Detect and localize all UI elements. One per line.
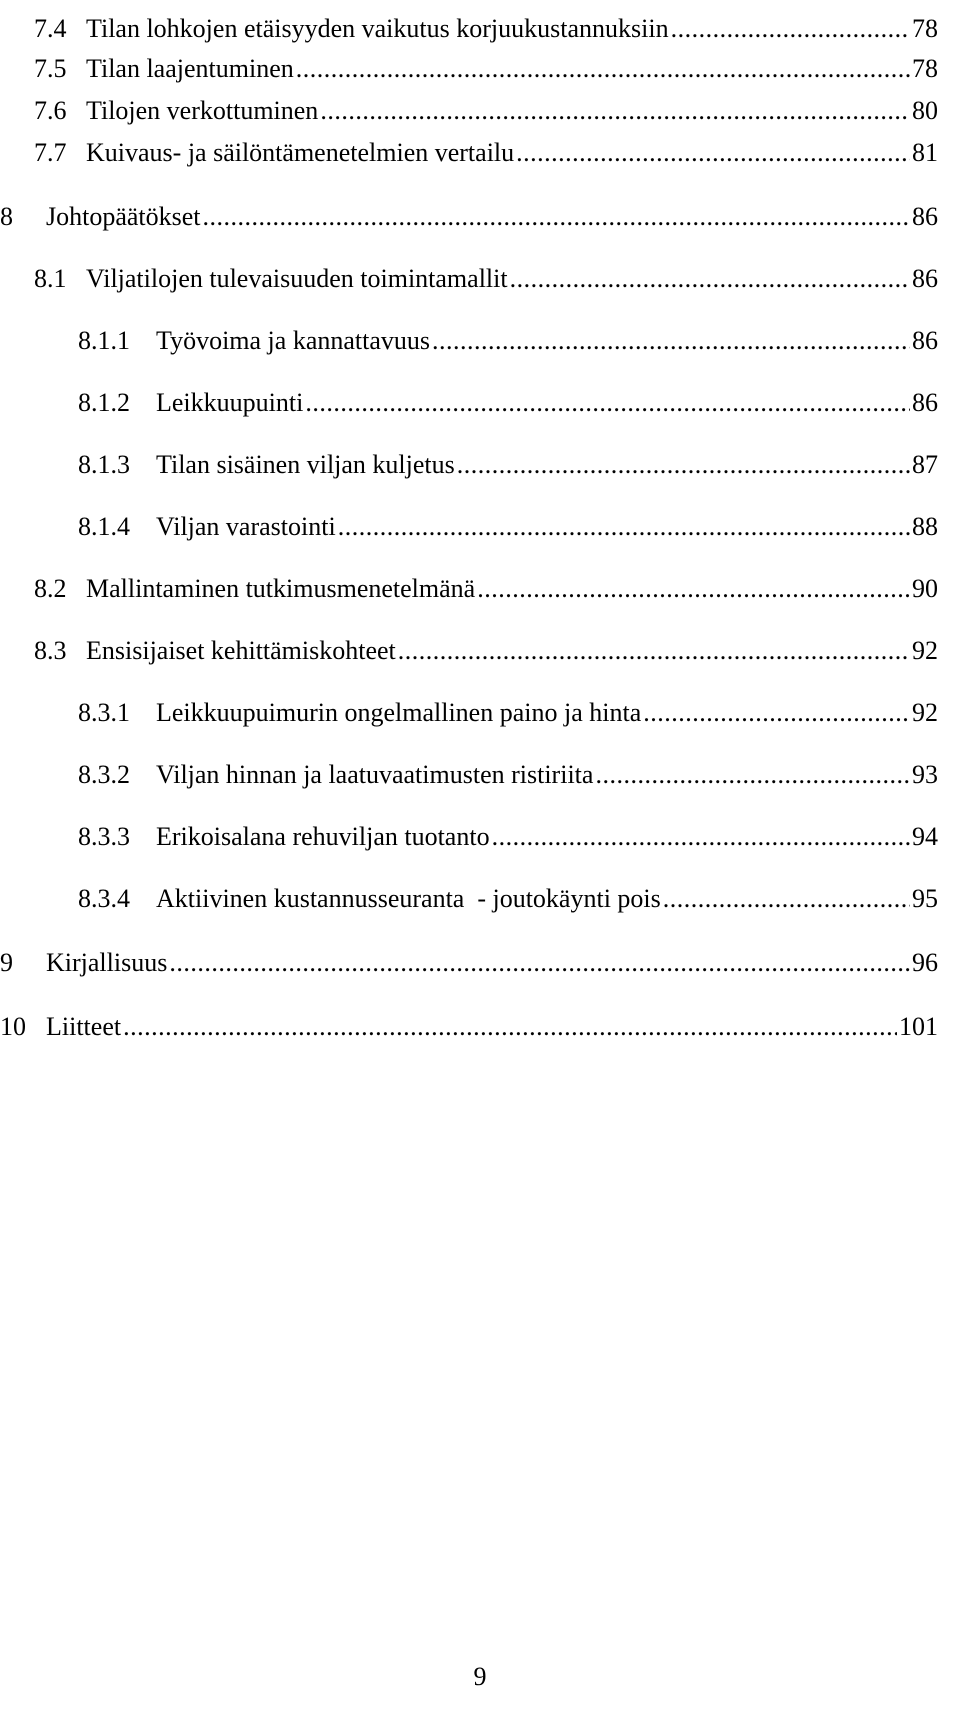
toc-dot-leader: [595, 760, 910, 790]
toc-entry-number: 7.5: [34, 54, 67, 83]
toc-entry-number: 7.4: [34, 14, 67, 43]
toc-entry-8-1: [34, 250, 938, 294]
toc-entry-page: 86: [912, 264, 938, 293]
toc-dot-leader: [169, 948, 910, 978]
toc-dot-leader: [398, 636, 910, 666]
toc-dot-leader: [320, 96, 910, 126]
toc-entry-10: [0, 998, 938, 1042]
toc-entry-page: 81: [912, 138, 938, 167]
toc-entry-number: 9: [0, 948, 13, 977]
toc-entry-title: Työvoima ja kannattavuus: [156, 326, 431, 355]
toc-entry-8-3-2: [78, 746, 938, 790]
toc-entry-8-3: [34, 622, 938, 666]
toc-entry-title: Tilan laajentuminen: [86, 54, 294, 83]
toc-entry-title: Kuivaus- ja säilöntämenetelmien vertailu: [86, 138, 515, 167]
toc-entry-page: 78: [912, 54, 938, 83]
toc-entry-title: Tilan sisäinen viljan kuljetus: [156, 450, 455, 479]
toc-entry-7-5: [34, 40, 938, 84]
toc-dot-leader: [123, 1012, 897, 1042]
toc-entry-page: 90: [912, 574, 938, 603]
toc-entry-number: 8.3.1: [78, 698, 130, 727]
toc-entry-title: Liitteet: [46, 1012, 122, 1041]
toc-entry-title: Leikkuupuinti: [156, 388, 304, 417]
toc-entry-page: 88: [912, 512, 938, 541]
toc-entry-number: 8.3: [34, 636, 67, 665]
toc-entry-page: 80: [912, 96, 938, 125]
toc-entry-8-1-2: [78, 374, 938, 418]
toc-entry-page: 92: [912, 698, 938, 727]
toc-entry-page: 92: [912, 636, 938, 665]
page-number: 9: [473, 1662, 487, 1691]
toc-entry-number: 8.1.4: [78, 512, 130, 541]
toc-entry-number: 8.1.3: [78, 450, 130, 479]
toc-dot-leader: [663, 884, 910, 914]
toc-entry-title: Kirjallisuus: [46, 948, 168, 977]
toc-dot-leader: [457, 450, 910, 480]
toc-entry-title: Johtopäätökset: [46, 202, 201, 231]
toc-entry-8-3-3: [78, 808, 938, 852]
toc-entry-page: 87: [912, 450, 938, 479]
toc-entry-page: 78: [912, 14, 938, 43]
toc-entry-number: 7.7: [34, 138, 67, 167]
toc-entry-number: 8.3.4: [78, 884, 130, 913]
toc-entry-8-1-3: [78, 436, 938, 480]
toc-entry-8-1-1: [78, 312, 938, 356]
toc-entry-number: 10: [0, 1012, 26, 1041]
toc-entry-title: Ensisijaiset kehittämiskohteet: [86, 636, 396, 665]
toc-dot-leader: [492, 822, 910, 852]
toc-entry-9: [0, 934, 938, 978]
toc-entry-number: 8.3.3: [78, 822, 130, 851]
toc-entry-page: 95: [912, 884, 938, 913]
toc-entry-7-6: [34, 82, 938, 126]
toc-entry-page: 94: [912, 822, 938, 851]
toc-entry-page: 93: [912, 760, 938, 789]
toc-dot-leader: [296, 54, 910, 84]
toc-entry-title: Erikoisalana rehuviljan tuotanto: [156, 822, 490, 851]
toc-entry-number: 7.6: [34, 96, 67, 125]
toc-entry-8-1-4: [78, 498, 938, 542]
toc-dot-leader: [305, 388, 910, 418]
toc-entry-title: Mallintaminen tutkimusmenetelmänä: [86, 574, 476, 603]
toc-entry-title: Tilojen verkottuminen: [86, 96, 319, 125]
toc-dot-leader: [432, 326, 910, 356]
toc-entry-number: 8.3.2: [78, 760, 130, 789]
toc-dot-leader: [203, 202, 910, 232]
toc-entry-8-3-1: [78, 684, 938, 728]
toc-entry-number: 8.1: [34, 264, 67, 293]
toc-entry-number: 8.2: [34, 574, 67, 603]
toc-entry-8-3-4: [78, 870, 938, 914]
toc-entry-title: Viljatilojen tulevaisuuden toimintamallit: [86, 264, 508, 293]
toc-entry-title: Leikkuupuimurin ongelmallinen paino ja hinta: [156, 698, 642, 727]
toc-dot-leader: [338, 512, 910, 542]
toc-entry-number: 8: [0, 202, 13, 231]
toc-entry-8: [0, 188, 938, 232]
toc-entry-page: 101: [899, 1012, 938, 1041]
toc-dot-leader: [643, 698, 910, 728]
toc-entry-title: Viljan varastointi: [156, 512, 336, 541]
toc-entry-number: 8.1.1: [78, 326, 130, 355]
toc-entry-7-7: [34, 124, 938, 168]
toc-dot-leader: [477, 574, 910, 604]
toc-entry-page: 86: [912, 326, 938, 355]
toc-entry-page: 86: [912, 388, 938, 417]
toc-entry-title: Aktiivinen kustannusseuranta - joutokäynti pois: [156, 884, 661, 913]
toc-entry-page: 86: [912, 202, 938, 231]
toc-dot-leader: [510, 264, 910, 294]
toc-entry-page: 96: [912, 948, 938, 977]
toc-dot-leader: [516, 138, 910, 168]
toc-entry-8-2: [34, 560, 938, 604]
toc-entry-7-4: [34, 0, 938, 44]
toc-entry-title: Viljan hinnan ja laatuvaatimusten ristiriita: [156, 760, 594, 789]
toc-entry-number: 8.1.2: [78, 388, 130, 417]
toc-entry-title: Tilan lohkojen etäisyyden vaikutus korjuukustannuksiin: [86, 14, 669, 43]
